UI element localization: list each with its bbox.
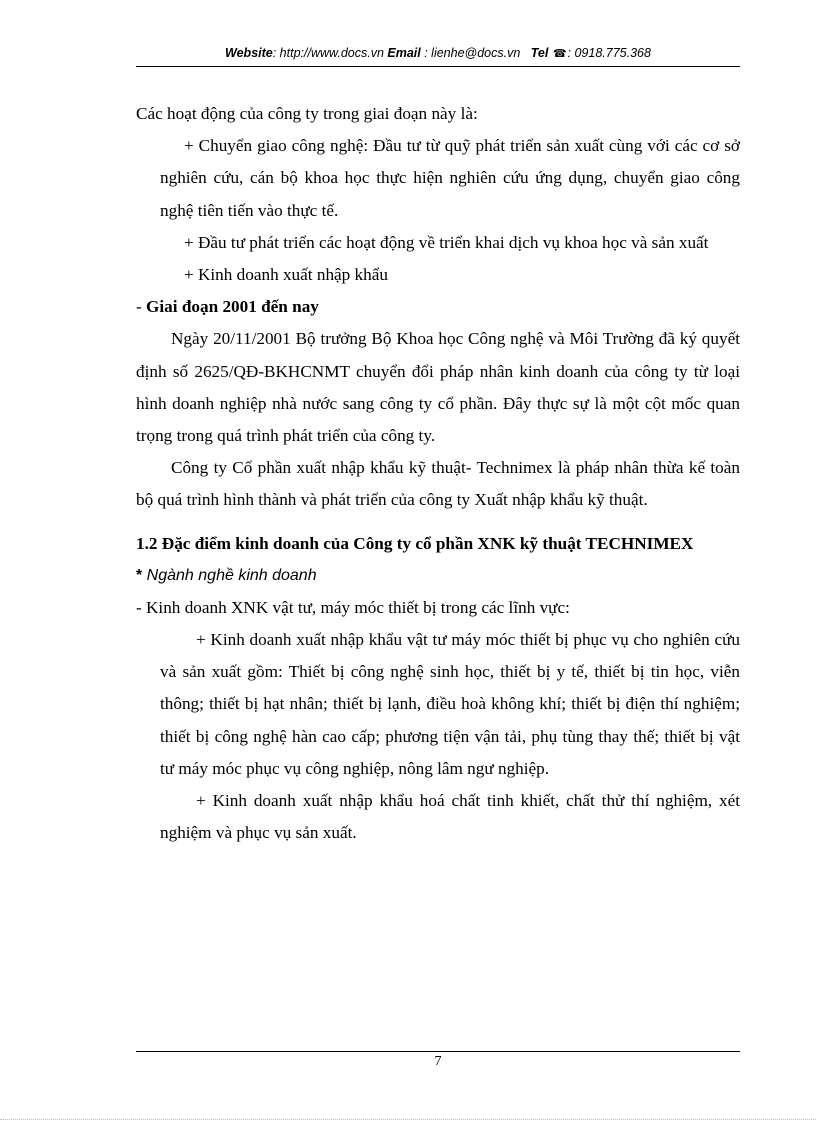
tel-value: : 0918.775.368 — [567, 46, 651, 60]
email-label: Email — [387, 46, 421, 60]
stage-heading-prefix: - — [136, 297, 147, 317]
page-number: 7 — [434, 1054, 442, 1069]
page-bottom-border — [0, 1119, 816, 1120]
document-body — [136, 98, 740, 849]
email-value: : lienhe@docs.vn — [420, 46, 521, 60]
paragraph-activities-intro: Các hoạt động của công ty trong giai đoạn này là: — [136, 104, 478, 123]
stage-heading-text: Giai đoạn 2001 đến nay — [146, 297, 319, 317]
paragraph-investment: + Đầu tư phát triển các hoạt động về triển khai dịch vụ khoa học và sản xuất — [184, 232, 709, 252]
section-heading: 1.2 Đặc điểm kinh doanh của Công ty cổ phần XNK kỹ thuật TECHNIMEX — [136, 533, 694, 553]
subsection-heading — [136, 560, 740, 592]
footer-divider — [136, 1051, 740, 1052]
stage-heading — [136, 291, 740, 323]
website-label: Website — [225, 46, 273, 60]
page-header — [136, 46, 740, 60]
website-value: : http://www.docs.vn — [272, 46, 384, 60]
header-divider — [136, 66, 740, 67]
paragraph-chemicals: + Kinh doanh xuất nhập khẩu hoá chất tinh khiết, chất thử thí nghiệm, xét nghiệm và phục vụ sản xuất. — [160, 791, 740, 843]
subsection-star: * — [136, 566, 143, 584]
paragraph-business-fields: - Kinh doanh XNK vật tư, máy móc thiết bị trong các lĩnh vực: — [136, 597, 570, 617]
paragraph-import-export: + Kinh doanh xuất nhập khẩu — [184, 265, 388, 285]
paragraph-equitization: Ngày 20/11/2001 Bộ trưởng Bộ Khoa học Công nghệ và Môi Trường đã ký quyết định số 2625/QĐ-BKHCNMT chuyển đổi pháp nhân kinh doanh của công ty từ loại hình doanh nghiệp nhà nước sang công ty cổ phần. Đây thực sự là một cột mốc quan trọng trong quá trình phát triển của công ty. — [136, 329, 740, 446]
phone-icon: ☎ — [552, 48, 567, 60]
subsection-text: Ngành nghề kinh doanh — [142, 566, 317, 584]
paragraph-successor: Công ty Cổ phần xuất nhập khẩu kỹ thuật- Technimex là pháp nhân thừa kế toàn bộ quá trình hình thành và phát triển của công ty Xuất nhập khẩu kỹ thuật. — [136, 458, 740, 510]
tel-label: Tel — [530, 46, 549, 60]
paragraph-equipment: + Kinh doanh xuất nhập khẩu vật tư máy móc thiết bị phục vụ cho nghiên cứu và sản xuất gồm: Thiết bị công nghệ sinh học, thiết bị y tế, thiết bị tin học, viễn thông; thiết bị hạt nhân; thiết bị lạnh, điều hoà không khí; thiết bị điện thí nghiệm; thiết bị công nghệ hàn cao cấp; phương tiện vận tải, phụ tùng thay thế; thiết bị vật tư máy móc phục vụ công nghiệp, nông lâm ngư nghiệp. — [160, 630, 740, 778]
paragraph-tech-transfer: + Chuyển giao công nghệ: Đầu tư từ quỹ phát triển sản xuất cùng với các cơ sở nghiên cứu, cán bộ khoa học thực hiện nghiên cứu ứng dụng, chuyển giao công nghệ tiên tiến vào thực tế. — [160, 136, 740, 220]
